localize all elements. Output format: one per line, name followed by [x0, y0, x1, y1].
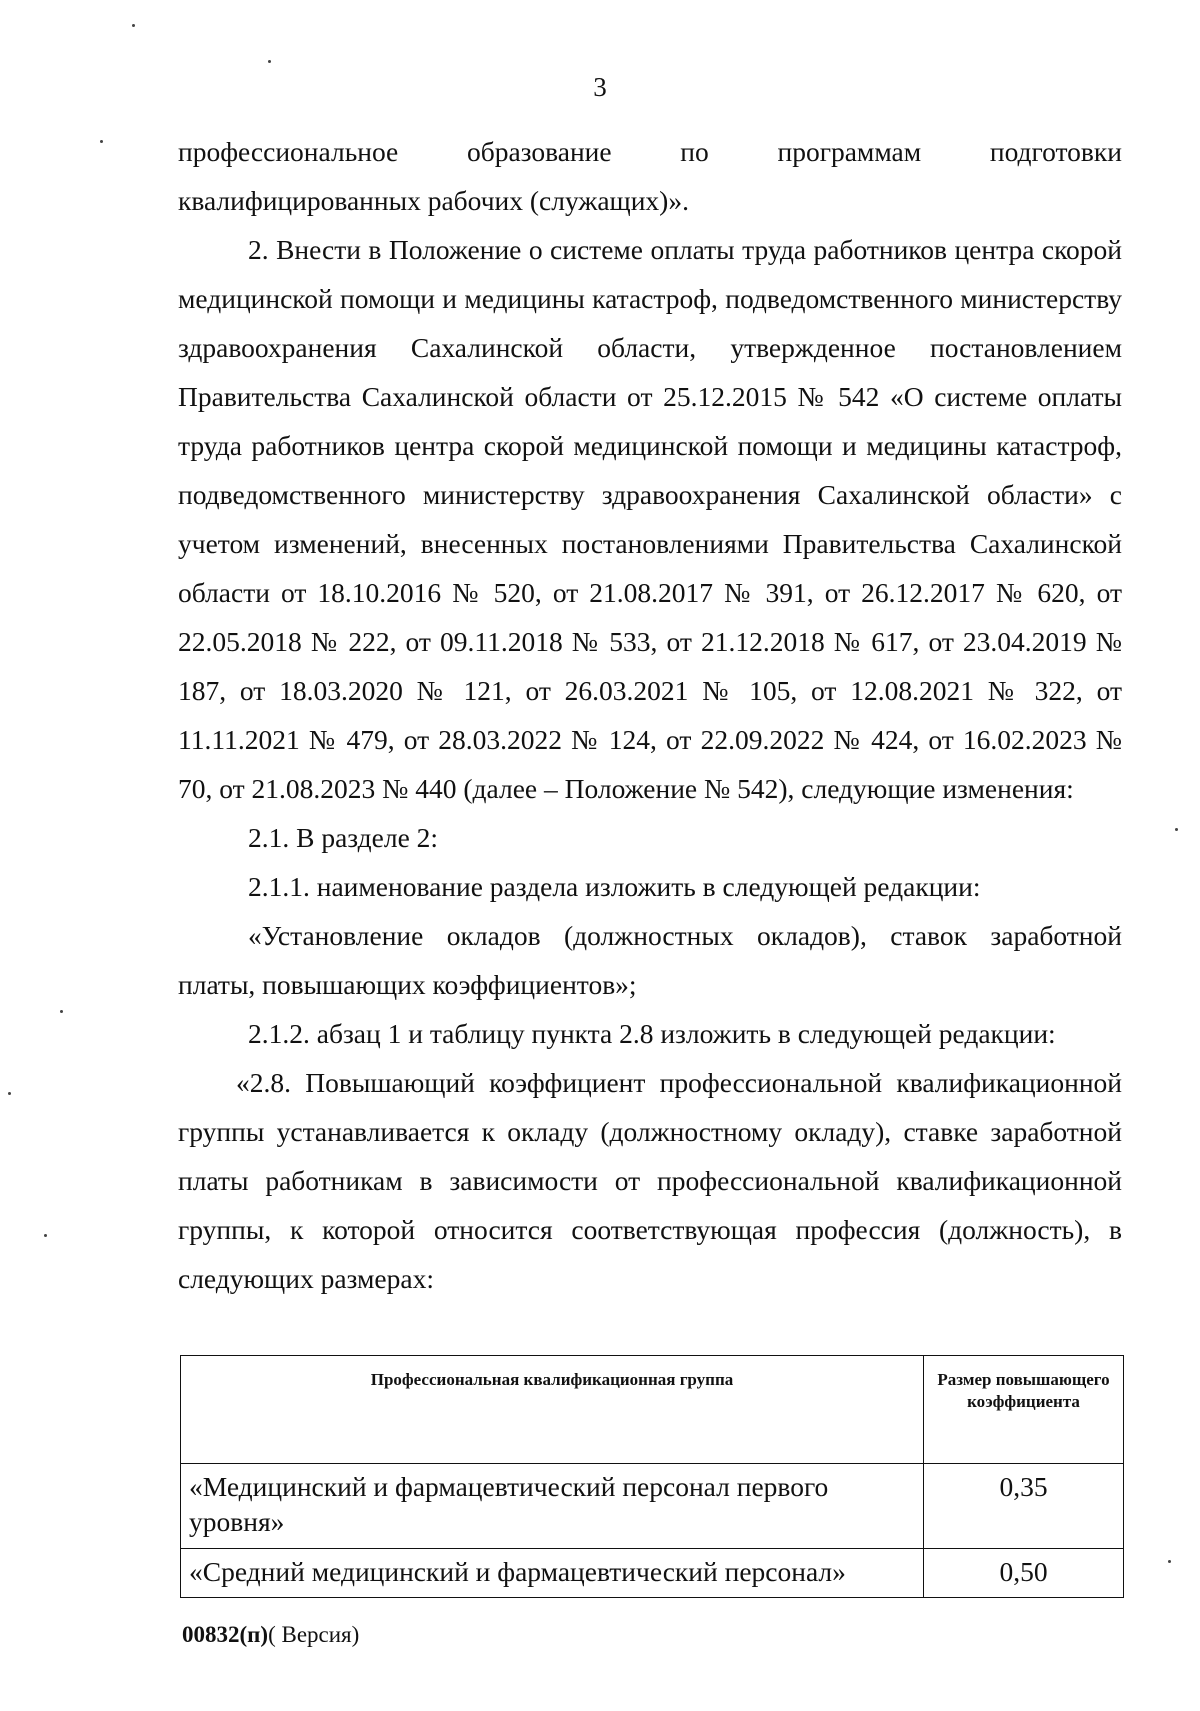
document-version: ( Версия) [268, 1622, 360, 1647]
row-coefficient: 0,35 [924, 1464, 1124, 1549]
scan-speck [1175, 828, 1178, 831]
paragraph-continuation-line1: профессиональное образование по программам подготовки [178, 136, 1122, 167]
scan-speck [60, 1010, 63, 1013]
scan-speck [268, 60, 271, 63]
document-body [178, 127, 1122, 1303]
document-footer [182, 1622, 359, 1648]
row-coefficient: 0,50 [924, 1549, 1124, 1598]
table-header-row [181, 1356, 1124, 1464]
coefficient-table [180, 1355, 1124, 1598]
table-row [181, 1549, 1124, 1598]
paragraph-item-2-1-2: 2.1.2. абзац 1 и таблицу пункта 2.8 изложить в следующей редакции: [248, 1018, 1056, 1049]
scan-speck [100, 140, 103, 143]
paragraph-item-2: 2. Внести в Положение о системе оплаты труда работников центра скорой медицинской помощи и медицины катастроф, подведомственного министерству здравоохранения Сахалинской области, утвержденное постановлением Правительства Сахалинской области от 25.12.2015 № 542 «О системе оплаты труда работников центра скорой медицинской помощи и медицины катастроф, подведомственного министерству здравоохранения Сахалинской области» с учетом изменений, внесенных постановлениями Правительства Сахалинской области от 18.10.2016 № 520, от 21.08.2017 № 391, от 26.12.2017 № 620, от 22.05.2018 № 222, от 09.11.2018 № 533, от 21.12.2018 № 617, от 23.04.2019 № 187, от 18.03.2020 № 121, от 26.03.2021 № 105, от 12.08.2021 № 322, от 11.11.2021 № 479, от 28.03.2022 № 124, от 22.09.2022 № 424, от 16.02.2023 № 70, от 21.08.2023 № 440 (далее – Положение № 542), следующие изменения: [178, 234, 1122, 804]
page-number: 3 [593, 72, 607, 102]
document-code: 00832(п) [182, 1622, 269, 1647]
row-group-name: «Средний медицинский и фармацевтический персонал» [181, 1549, 924, 1598]
table-row [181, 1464, 1124, 1549]
scan-speck [132, 24, 135, 27]
header-group: Профессиональная квалификационная группа [181, 1356, 924, 1464]
row-group-name: «Медицинский и фармацевтический персонал первого уровня» [181, 1464, 924, 1549]
paragraph-section-title: «Установление окладов (должностных окладов), ставок заработной платы, повышающих коэффициентов»; [178, 920, 1122, 1000]
paragraph-item-2-1: 2.1. В разделе 2: [248, 822, 439, 853]
scan-speck [44, 1234, 47, 1237]
paragraph-item-2-8: «2.8. Повышающий коэффициент профессиональной квалификационной группы устанавливается к окладу (должностному окладу), ставке заработной платы работникам в зависимости от профессиональной квалификационной группы, к которой относится соответствующая профессия (должность), в следующих размерах: [178, 1067, 1122, 1294]
scan-speck [8, 1092, 11, 1095]
scan-speck [1168, 1560, 1171, 1563]
paragraph-continuation-line2: квалифицированных рабочих (служащих)». [178, 185, 689, 216]
header-size: Размер повышающего коэффициента [924, 1356, 1124, 1464]
paragraph-item-2-1-1: 2.1.1. наименование раздела изложить в следующей редакции: [248, 871, 981, 902]
